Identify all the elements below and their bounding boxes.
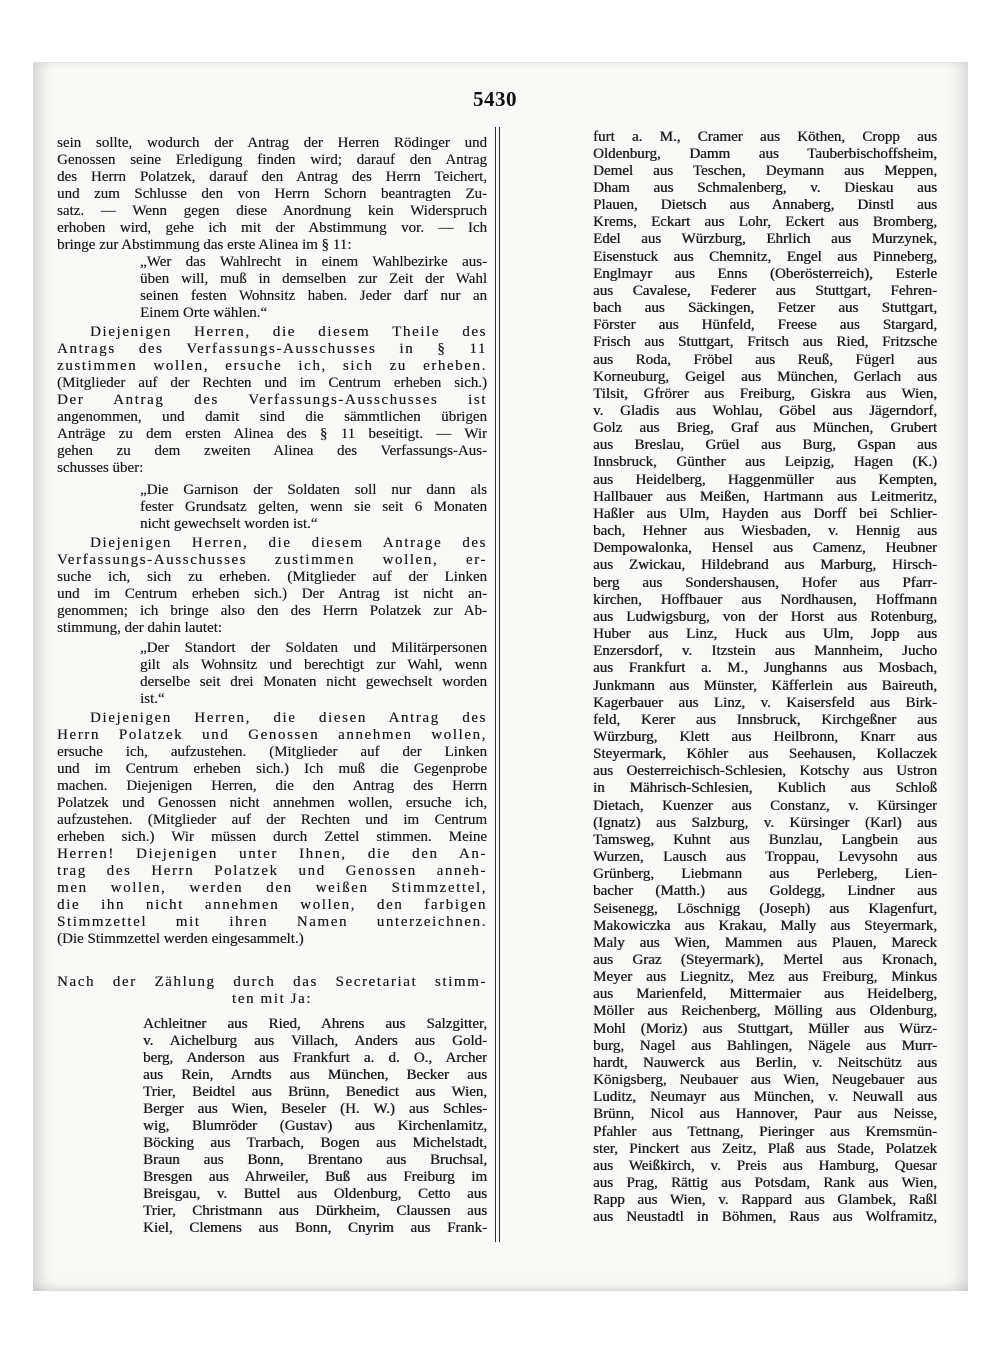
name-list-line: aus Heidelberg, Haggenmüller aus Kempten, <box>593 471 937 488</box>
text-line: Diejenigen Herren, die diesem Antrage des <box>90 534 487 551</box>
name-list-line: Trier, Christmann aus Dürkheim, Claussen aus <box>143 1202 487 1219</box>
name-list-line: Breisgau, v. Buttel aus Oldenburg, Cetto aus <box>143 1185 487 1202</box>
name-list-line: Frisch aus Stuttgart, Fritsch aus Ried, Fritzsche <box>593 334 937 351</box>
name-list-line: aus Rein, Arndts aus München, Becker aus <box>143 1066 487 1083</box>
name-list-line: bach aus Säckingen, Fetzer aus Stuttgart, <box>593 300 937 317</box>
text-line: gehen zu dem zweiten Alinea des Verfassungs-Aus- <box>57 442 487 459</box>
name-list-line: Pfahler aus Tettnang, Pieringer aus Kremsmün- <box>593 1123 937 1140</box>
column-divider <box>495 127 500 1242</box>
name-list-line: Edel aus Würzburg, Ehrlich aus Murzynek, <box>593 231 937 248</box>
name-list-line: furt a. M., Cramer aus Köthen, Cropp aus <box>593 128 937 145</box>
name-list <box>593 129 937 1227</box>
text-line: genommen; ich bringe also den des Herrn Polatzek zur Ab- <box>57 602 487 619</box>
name-list-line: Plauen, Dietsch aus Annaberg, Dinstl aus <box>593 197 937 214</box>
name-list-line: Englmayr aus Enns (Oberösterreich), Esterle <box>593 265 937 282</box>
name-list-line: bacher (Matth.) aus Goldegg, Lindner aus <box>593 883 937 900</box>
text-line: men wollen, werden den weißen Stimmzettel, <box>57 879 487 896</box>
name-list-line: Kiel, Clemens aus Bonn, Cnyrim aus Frank- <box>143 1219 487 1236</box>
name-list-line: Eisenstuck aus Chemnitz, Engel aus Pinneberg, <box>593 248 937 265</box>
name-list-line: aus Prag, Rättig aus Potsdam, Rank aus Wien, <box>593 1175 937 1192</box>
quote-line: ist.“ <box>140 690 165 707</box>
name-list-line: kirchen, Hoffbauer aus Nordhausen, Hoffmann <box>593 591 937 608</box>
name-list-line: Seisenegg, Löschnigg (Joseph) aus Klagenfurt, <box>593 900 937 917</box>
quote-line: seinen festen Wohnsitz haben. Jeder darf nur an <box>140 287 487 304</box>
name-list-line: Luditz, Neumayr aus München, v. Neuwall aus <box>593 1089 937 1106</box>
text-line: und im Centrum erheben sich.) Der Antrag ist nicht an- <box>57 585 487 602</box>
right-column <box>508 129 937 1227</box>
text-line: satz. — Wenn gegen diese Anordnung kein Widerspruch <box>57 202 487 219</box>
quote-line: fester Grundsatz gelten, wenn sie seit 6 Monaten <box>140 498 487 515</box>
name-list-line: Dempowalonka, Hensel aus Camenz, Heubner <box>593 540 937 557</box>
heading-line: Nach der Zählung durch das Secretariat stimm- <box>57 973 487 990</box>
text-line: und im Centrum erheben sich.) Ich muß die Gegenprobe <box>57 760 487 777</box>
name-list-line: Rapp aus Wien, v. Rappard aus Glambek, Raßl <box>593 1192 937 1209</box>
quote-line: „Der Standort der Soldaten und Militärpersonen <box>140 639 487 656</box>
text-line: Anträge zu dem ersten Alinea des § 11 beseitigt. — Wir <box>57 425 487 442</box>
name-list-line: Böcking aus Trarbach, Bogen aus Michelstadt, <box>143 1134 487 1151</box>
name-list-line: Oldenburg, Damm aus Tauberbischoffsheim, <box>593 145 937 162</box>
name-list-line: aus Neustadtl in Böhmen, Raus aus Wolframitz, <box>593 1209 937 1226</box>
name-list-line: Maly aus Wien, Mammen aus Plauen, Mareck <box>593 934 937 951</box>
name-list-line: Makowiczka aus Krakau, Mally aus Steyermark, <box>593 917 937 934</box>
name-list-line: wig, Blumröder (Gustav) aus Kirchenlamitz, <box>143 1117 487 1134</box>
quote-line: nicht gewechselt worden ist.“ <box>140 515 318 532</box>
name-list-line: aus Marienfeld, Mittermaier aus Heidelberg, <box>593 986 937 1003</box>
quote-line: „Die Garnison der Soldaten soll nur dann als <box>140 481 487 498</box>
name-list-line: aus Oesterreichisch-Schlesien, Kotschy aus Ustron <box>593 763 937 780</box>
text-line: Polatzek und Genossen nicht annehmen wollen, ersuche ich, <box>57 794 487 811</box>
text-line: bringe zur Abstimmung das erste Alinea im § 11: <box>57 236 352 253</box>
name-list-line: Trier, Beidtel aus Brünn, Benedict aus Wien, <box>143 1083 487 1100</box>
text-line: Der Antrag des Verfassungs-Ausschusses ist <box>57 391 487 408</box>
text-line: erhoben wird, gehe ich mit der Abstimmung vor. — Ich <box>57 219 487 236</box>
name-list-line: Steyermark, Köhler aus Seehausen, Kollaczek <box>593 746 937 763</box>
text-line: suche ich, sich zu erheben. (Mitglieder auf der Linken <box>57 568 487 585</box>
name-list-line: Wurzen, Lausch aus Troppau, Levysohn aus <box>593 849 937 866</box>
vote-heading <box>57 974 487 1008</box>
text-line: Diejenigen Herren, die diesen Antrag des <box>90 709 487 726</box>
name-list-line: Innsbruck, Günther aus Leipzig, Hagen (K.) <box>593 454 937 471</box>
quote-line: derselbe seit drei Monaten nicht gewechselt worden <box>140 673 487 690</box>
name-list-line: Förster aus Hünfeld, Freese aus Stargard, <box>593 317 937 334</box>
text-line: die ihn nicht annehmen wollen, den farbigen <box>57 896 487 913</box>
paragraph <box>57 324 487 477</box>
text-line: sein sollte, wodurch der Antrag der Herren Rödinger und <box>57 134 487 151</box>
text-line: zustimmen wollen, ersuche ich, sich zu erheben. <box>57 357 487 374</box>
text-line: ersuche ich, aufzustehen. (Mitglieder auf der Linken <box>57 743 487 760</box>
name-list-line: Junkmann aus Münster, Käfferlein aus Baireuth, <box>593 677 937 694</box>
name-list-line: Brünn, Nicol aus Hannover, Paur aus Neisse, <box>593 1106 937 1123</box>
name-list-line: Achleitner aus Ried, Ahrens aus Salzgitter, <box>143 1015 487 1032</box>
heading-line: ten mit Ja: <box>231 990 313 1007</box>
name-list-line: aus Cavalese, Federer aus Stuttgart, Fehren- <box>593 282 937 299</box>
text-line: Herrn Polatzek und Genossen annehmen wollen, <box>57 726 487 743</box>
name-list-line: Haßler aus Ulm, Hayden aus Dorff bei Schlier- <box>593 505 937 522</box>
name-list-line: Mohl (Moriz) aus Stuttgart, Müller aus Würz- <box>593 1020 937 1037</box>
quotation <box>140 640 487 708</box>
text-line: des Herrn Polatzek, darauf den Antrag des Herrn Teichert, <box>57 168 487 185</box>
text-line: und zum Schlusse den von Herrn Schorn beantragten Zu- <box>57 185 487 202</box>
name-list-line: (Ignatz) aus Salzburg, v. Kürsinger (Karl) aus <box>593 814 937 831</box>
name-list-line: Braun aus Bonn, Brentano aus Bruchsal, <box>143 1151 487 1168</box>
quotation <box>140 482 487 533</box>
name-list-line: aus Ludwigsburg, von der Horst aus Rotenburg, <box>593 608 937 625</box>
name-list-line: Krems, Eckart aus Lohr, Eckert aus Bromberg, <box>593 214 937 231</box>
name-list-line: aus Graz (Steyermark), Mertel aus Kronach, <box>593 952 937 968</box>
left-column <box>57 135 487 1237</box>
name-list-line: Enzersdorf, v. Itzstein aus Mannheim, Jucho <box>593 643 937 660</box>
name-list-line: aus Frankfurt a. M., Junghanns aus Mosbach, <box>593 660 937 677</box>
text-line: (Die Stimmzettel werden eingesammelt.) <box>57 930 304 947</box>
name-list-line: Würzburg, Klett aus Heilbronn, Knarr aus <box>593 728 937 745</box>
name-list-line: feld, Kerer aus Innsbruck, Kirchgeßner aus <box>593 711 937 728</box>
name-list-line: bach, Hehner aus Wiesbaden, v. Hennig aus <box>593 523 937 540</box>
name-list-line: v. Gladis aus Wohlau, Göbel aus Jägerndorf, <box>593 403 937 419</box>
paragraph <box>57 710 487 948</box>
text-line: stimmung, der dahin lautet: <box>57 619 222 636</box>
name-list-line: Golz aus Brieg, Graf aus München, Grubert <box>593 420 937 437</box>
text-line: Diejenigen Herren, die diesem Theile des <box>90 323 487 340</box>
text-line: (Mitglieder auf der Rechten und im Centrum erheben sich.) <box>57 374 487 391</box>
text-line: Stimmzettel mit ihren Namen unterzeichnen. <box>57 913 487 930</box>
text-line: Herren! Diejenigen unter Ihnen, die den An- <box>57 845 487 862</box>
text-line: machen. Diejenigen Herren, die den Antrag des Herrn <box>57 777 487 794</box>
name-list-line: Hallbauer aus Meißen, Hartmann aus Leitmeritz, <box>593 488 937 505</box>
name-list-line: Huber aus Linz, Huck aus Ulm, Jopp aus <box>593 626 937 643</box>
name-list-line: hardt, Nauwerck aus Berlin, v. Neitschütz aus <box>593 1054 937 1071</box>
name-list-line: Möller aus Reichenberg, Mölling aus Oldenburg, <box>593 1003 937 1020</box>
name-list-line: Tilsit, Gfrörer aus Freiburg, Giskra aus Wien, <box>593 385 937 402</box>
name-list-line: aus Weißkirch, v. Preis aus Hamburg, Quesar <box>593 1157 937 1174</box>
name-list-line: Dham aus Schmalenberg, v. Dieskau aus <box>593 179 937 196</box>
name-list-line: Tamsweg, Kuhnt aus Bunzlau, Langbein aus <box>593 831 937 848</box>
name-list-line: ster, Pinckert aus Zeitz, Plaß aus Stade, Polatzek <box>593 1140 937 1157</box>
name-list-line: v. Aichelburg aus Villach, Anders aus Gold- <box>143 1032 487 1049</box>
text-line: erheben sich.) Wir müssen durch Zettel stimmen. Meine <box>57 828 487 845</box>
name-list-line: Königsberg, Neubauer aus Wien, Neugebauer aus <box>593 1072 937 1089</box>
text-line: angenommen, und damit sind die sämmtlichen übrigen <box>57 408 487 425</box>
name-list-line: burg, Nagel aus Bahlingen, Nägele aus Murr- <box>593 1037 937 1054</box>
quote-line: üben will, muß in demselben zur Zeit der Wahl <box>140 270 487 287</box>
paragraph <box>57 535 487 637</box>
quote-line: „Wer das Wahlrecht in einem Wahlbezirke aus- <box>140 253 487 270</box>
name-list-line: Meyer aus Liegnitz, Mez aus Freiburg, Minkus <box>593 969 937 986</box>
text-line: schusses über: <box>57 459 144 476</box>
page-number: 5430 <box>473 87 517 111</box>
text-line: Verfassungs-Ausschusses zustimmen wollen, er- <box>57 551 487 568</box>
name-list-line: aus Roda, Fröbel aus Reuß, Fügerl aus <box>593 351 937 368</box>
paragraph <box>57 135 487 254</box>
name-list-line: Kagerbauer aus Linz, v. Kaisersfeld aus Birk- <box>593 694 937 711</box>
name-list-line: Bresgen aus Ahrweiler, Buß aus Freiburg im <box>143 1168 487 1185</box>
text-line: trag des Herrn Polatzek und Genossen anneh- <box>57 862 487 879</box>
name-list-line: Dietach, Kuenzer aus Constanz, v. Kürsinger <box>593 797 937 814</box>
text-line: aufzustehen. (Mitglieder auf der Rechten und im Centrum <box>57 811 487 828</box>
name-list-line: in Mährisch-Schlesien, Kublich aus Schloß <box>593 780 937 797</box>
quote-line: gilt als Wohnsitz und berechtigt zur Wahl, wenn <box>140 656 487 673</box>
name-list-line: berg aus Sondershausen, Hofer aus Pfarr- <box>593 574 937 591</box>
text-line: Genossen seine Erledigung finden wird; darauf den Antrag <box>57 151 487 168</box>
name-list-line: aus Breslau, Grüel aus Burg, Gspan aus <box>593 437 937 454</box>
name-list-line: berg, Anderson aus Frankfurt a. d. O., Archer <box>143 1049 487 1066</box>
name-list-line: Grünberg, Liebmann aus Perleberg, Lien- <box>593 866 937 883</box>
quotation <box>140 254 487 322</box>
name-list-line: Berger aus Wien, Beseler (H. W.) aus Schles- <box>143 1100 487 1117</box>
text-line: Antrags des Verfassungs-Ausschusses in § 11 <box>57 340 487 357</box>
name-list <box>143 1016 487 1237</box>
name-list-line: aus Zwickau, Hildebrand aus Marburg, Hirsch- <box>593 557 937 574</box>
name-list-line: Korneuburg, Geigel aus München, Gerlach aus <box>593 368 937 385</box>
quote-line: Einem Orte wählen.“ <box>140 304 268 321</box>
name-list-line: Demel aus Teschen, Deymann aus Meppen, <box>593 162 937 179</box>
